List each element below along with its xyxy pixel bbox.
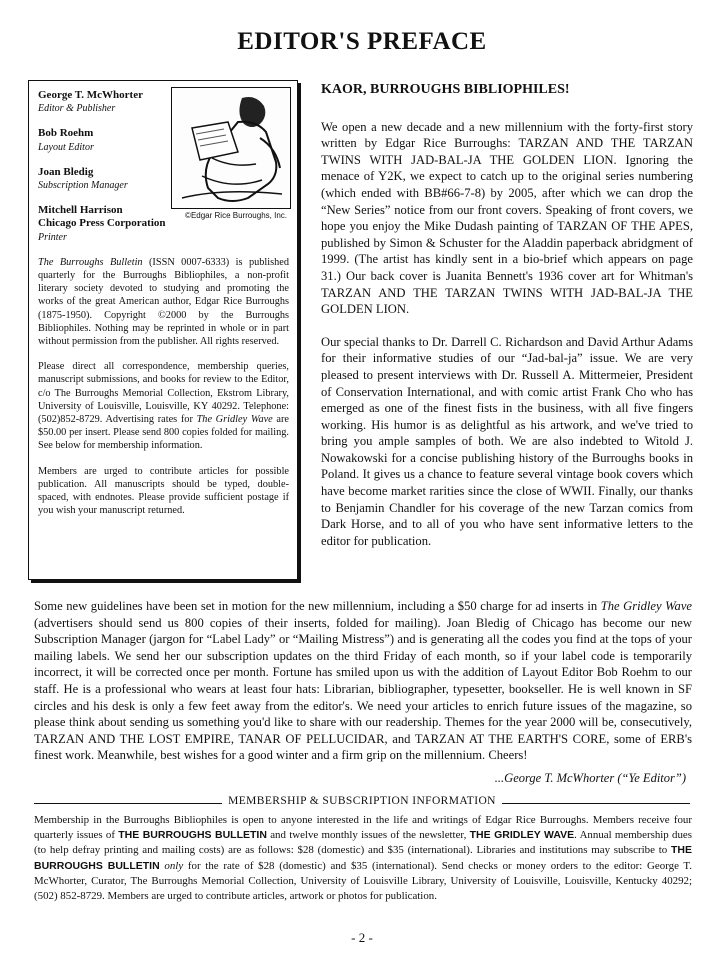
editor-signature: ...George T. McWhorter (“Ye Editor”) (494, 771, 686, 785)
page-number: - 2 - (351, 930, 373, 945)
staff-company: Chicago Press Corporation (38, 217, 166, 230)
staff-name: Mitchell Harrison (38, 204, 123, 217)
guidelines-text: (advertisers should send us 800 copies of their inserts, folded for mailing). Joan Bledig of Chicago has become our new Subscription Manager (jargon for “Label Lady” or “Mailing Mistress”) and is generating all the codes you find at the tops of your mailing labels. We send her our subscription updates on the third Friday of each month, so if your label code is temporarily incorrect, it will be corrected once per month. Fortune has smiled upon us with the addition of Layout Editor Bob Roehm to our staff. He is a professional who wears at least four hats: Librarian, bibliographer, typesetter, bookseller. He is well known in SF circles and his desk is only a few feet away from the editor's. We need your articles to enrich future issues of the magazine, so please think about sending us something you'd like to share with our readership. Themes for the year 2000 will be, consecutively, TARZAN AND THE LOST EMPIRE, TANAR OF PELLUCIDAR, and TARZAN AT THE EARTH'S CORE, some of ERB's finest work. Meanwhile, best wishes for a good winter and a firm grip on the millennium. Cheers! (34, 615, 692, 763)
staff-role: Editor & Publisher (38, 103, 116, 115)
correspondence-tail: are $50.00 per insert. Please send 800 copies folded for mailing. See below for membership information. (38, 414, 289, 452)
gridley-wave-title: The Gridley Wave (600, 599, 692, 613)
staff-role: Layout Editor (38, 141, 94, 153)
membership-text: Membership in the Burroughs Bibliophiles is open to anyone interested in the life and writings of Edgar Rice Burroughs. Members receive four quarterly issues of (34, 814, 692, 842)
art-credit: ©Edgar Rice Burroughs, Inc. (185, 211, 287, 220)
membership-text: and twelve monthly issues of the newsletter, (266, 829, 470, 842)
correspondence-text: Please direct all correspondence, membership queries, manuscript submissions, and books for review to the Editor, c/o The Burroughs Memorial Collection, Ekstrom Library, University of Louisville, Louisville, KY 40292. Telephone: (502)852-8729. Advertising rates for (38, 361, 289, 426)
membership-heading: MEMBERSHIP & SUBSCRIPTION INFORMATION (222, 795, 502, 807)
guidelines-text: Some new guidelines have been set in motion for the new millennium, including a $50 charge for ad inserts in (34, 599, 601, 613)
preface-paragraph: Our special thanks to Dr. Darrell C. Richardson and David Arthur Adams for their informative studies of our “Jad-bal-ja” issue. We are very pleased to present interviews with Dr. Russell A. Mittermeier, President of Conservation International, and with comic artist Frank Cho who has emerged as one of the finest fists in the business, with all five fingers working. His humor is as delightful as his artwork, and we've tried to bring you ample samples of both. We are also indebted to Witold J. Nowakowski for a concise publishing history of the Burroughs books in Poland. It gives us a chance to feature several vintage book covers which have become market rarities since the close of WWII. Finally, our thanks to Benjamin Chandler for his coverage of the new Tarzan comics from Dark Horse, and to all of you who have sent informative letters to the editor for publication. (321, 334, 693, 548)
tarzan-illustration (171, 87, 291, 209)
membership-text: . Annual membership dues (to help defray printing and mailing costs) are as follows: $28 (domestic) and $35 (international). Libraries and institutions may subscribe to (34, 829, 692, 857)
staff-role: Printer (38, 231, 67, 243)
bulletin-name: THE BURROUGHS BULLETIN (118, 829, 267, 842)
guidelines-paragraph (34, 598, 692, 764)
preface-heading: KAOR, BURROUGHS BIBLIOPHILES! (321, 82, 570, 97)
staff-name: George T. McWhorter (38, 89, 143, 101)
staff-name: Joan Bledig (38, 165, 94, 178)
preface-column (321, 82, 693, 565)
tarzan-reading-icon (172, 88, 290, 208)
page-title: EDITOR'S PREFACE (237, 28, 487, 55)
bulletin-title: The Burroughs Bulletin (38, 256, 143, 268)
masthead-box (28, 80, 298, 580)
gridley-wave-title: The Gridley Wave (196, 414, 273, 426)
membership-text: for the rate of $28 (domestic) and $35 (international). Send checks or money orders to the editor: George T. McWhorter, Curator, The Burroughs Memorial Collection, University of Louisville Library, University of Louisville, Louisville, Kentucky 40292; (502) 852-8729. Members are urged to contribute articles, artwork or photos for publication. (34, 859, 692, 903)
newsletter-name: THE GRIDLEY WAVE (469, 829, 575, 842)
membership-heading-wrap (34, 795, 690, 807)
bulletin-name: THE BURROUGHS BULLETIN (34, 844, 692, 872)
preface-paragraph: We open a new decade and a new millennium with the forty-first story written by Edgar Rice Burroughs: TARZAN AND THE TARZAN TWINS WITH JAD-BAL-JA THE GOLDEN LION. Ignoring the menace of Y2K, we expect to catch up to the original series numbering (which ended with BB#66-7-8) by 2005, after which we can drop the “New Series” notice from our front covers. Speaking of front covers, we hope you enjoy the Mike Dudash painting of TARZAN OF THE APES, published by Simon & Schuster for the Aladdin paperback abridgment of 1999. (The artist has kindly sent in a bio-brief which appears on page 31.) Our back cover is Juanita Bennett's 1936 cover art for Whitman's TARZAN AND THE TARZAN TWINS WITH JAD-BAL-JA THE GOLDEN LION. (321, 119, 693, 317)
correspondence-notice (38, 360, 289, 452)
publication-notice (38, 256, 289, 348)
staff-name: Bob Roehm (38, 127, 94, 140)
publication-notice-text: (ISSN 0007-6333) is published quarterly for the Burroughs Bibliophiles, a non-profit literary society devoted to studying and promoting the works of the great American author, Edgar Rice Burroughs (1875-1950). Copyright ©2000 by the Burroughs Bibliophiles. Nothing may be reprinted in whole or in part without permission from the publisher. All rights reserved. (38, 256, 289, 348)
only-emphasis: only (164, 859, 184, 872)
contribution-notice: Members are urged to contribute articles for possible publication. All manuscripts should be typed, double-spaced, with endnotes. Please provide sufficient postage if you wish your manuscript returned. (38, 465, 289, 517)
staff-role: Subscription Manager (38, 180, 128, 192)
membership-paragraph (34, 813, 692, 904)
membership-heading-rule (34, 796, 690, 810)
